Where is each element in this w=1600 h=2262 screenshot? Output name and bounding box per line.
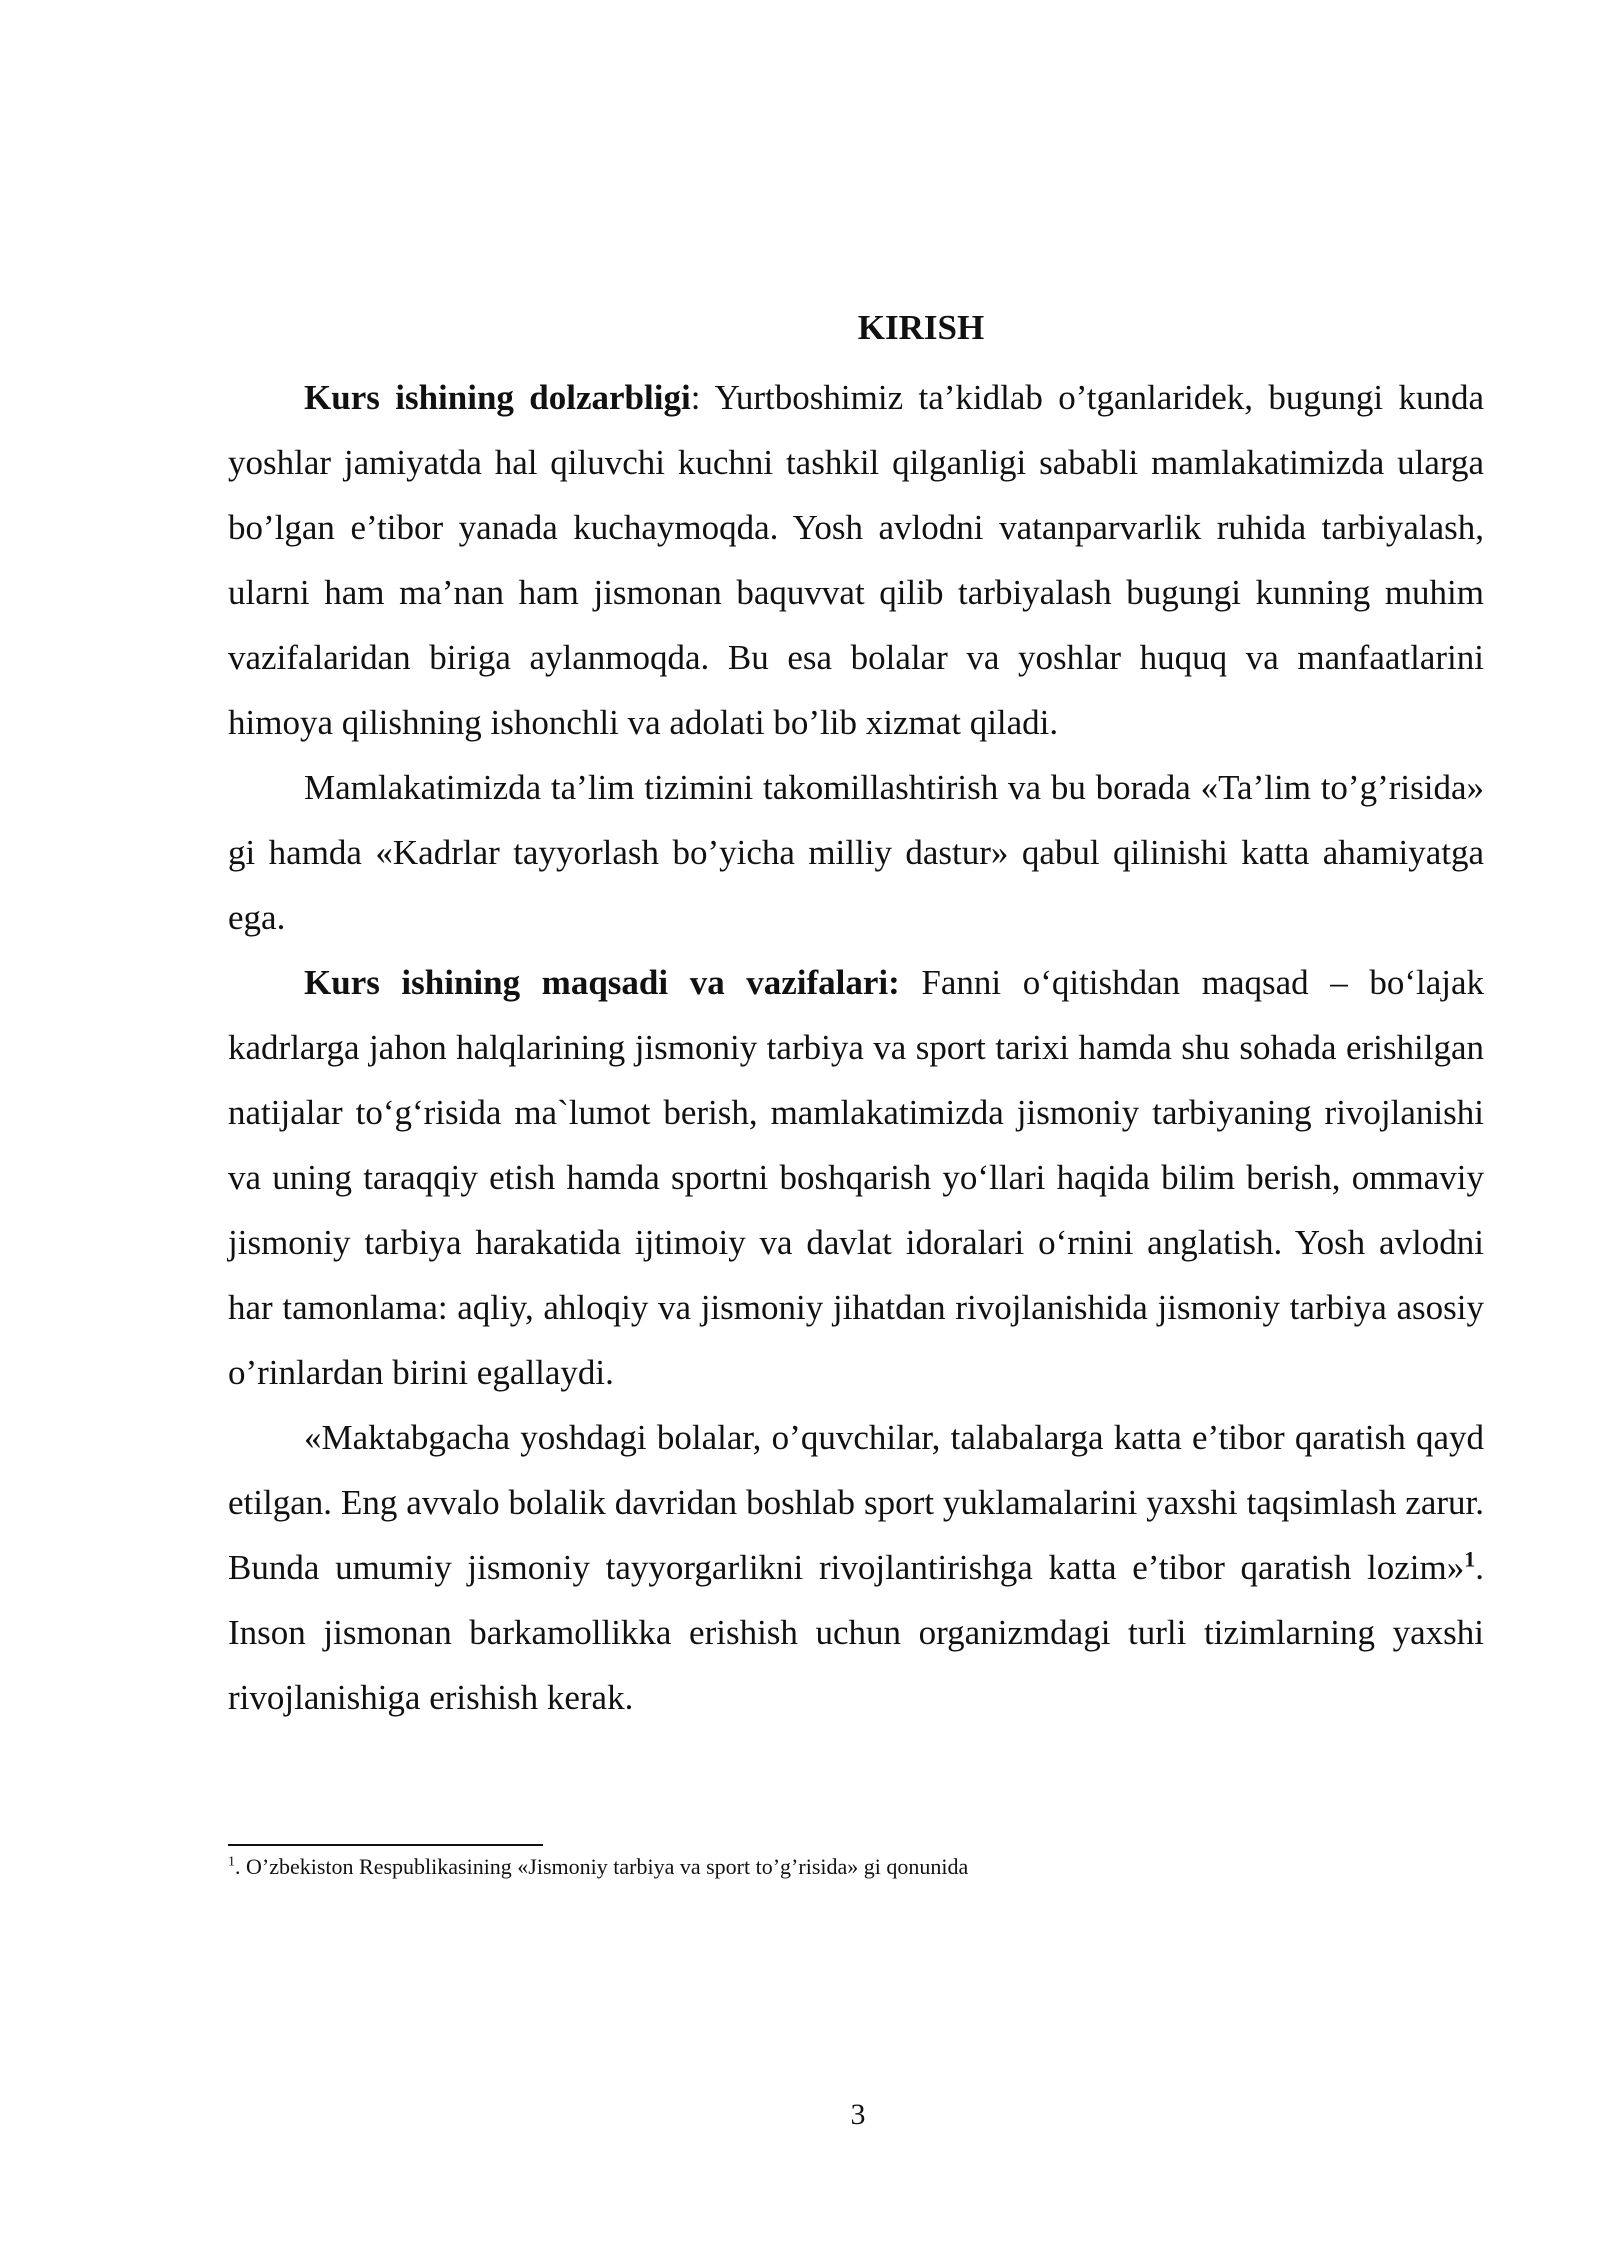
footnote <box>228 1852 1484 1882</box>
page-title: KIRISH <box>857 308 985 347</box>
paragraph-relevance <box>228 365 1484 755</box>
footnote-reference[interactable]: 1 <box>1464 1546 1476 1572</box>
paragraph-text: : Yurtboshimiz ta’kidlab o’tganlaridek, bugungi kunda yoshlar jamiyatda hal qiluvchi kuchni tashkil qilganligi sababli mamlakatimizda ularga bo’lgan e’tibor yanada kuchaymoqda. Yosh avlodni vatanparvarlik ruhida tarbiyalash, ularni ham ma’nan ham jismonan baquvvat qilib tarbiyalash bugungi kunning muhim vazifalaridan biriga aylanmoqda. Bu esa bolalar va yoshlar huquq va manfaatlarini himoya qilishning ishonchli va adolati bo’lib xizmat qiladi. <box>228 378 1485 742</box>
paragraph-lead: Kurs ishining maqsadi va vazifalari: <box>304 963 900 1002</box>
paragraph-text: Mamlakatimizda ta’lim tizimini takomillashtirish va bu borada «Ta’lim to’g’risida» gi hamda «Kadrlar tayyorlash bo’yicha milliy dastur» qabul qilinishi katta ahamiyatga ega. <box>228 768 1484 937</box>
paragraph-text: «Maktabgacha yoshdagi bolalar, o’quvchilar, talabalarga katta e’tibor qaratish qayd etilgan. Eng avvalo bolalik davridan boshlab sport yuklamalarini yaxshi taqsimlash zarur. Bunda umumiy jismoniy tayyorgarlikni rivojlantirishga katta e’tibor qaratish lozim» <box>228 1418 1484 1587</box>
footnote-marker: 1 <box>228 1854 235 1870</box>
paragraph-text: Fanni o‘qitishdan maqsad – bo‘lajak kadrlarga jahon halqlarining jismoniy tarbiya va sport tarixi hamda shu sohada erishilgan natijalar to‘g‘risida ma`lumot berish, mamlakatimizda jismoniy tarbiyaning rivojlanishi va uning taraqqiy etish hamda sportni boshqarish yo‘llari haqida bilim berish, ommaviy jismoniy tarbiya harakatida ijtimoiy va davlat idoralari o‘rnini anglatish. Yosh avlodni har tamonlama: aqliy, ahloqiy va jismoniy jihatdan rivojlanishida jismoniy tarbiya asosiy o’rinlardan birini egallaydi. <box>228 963 1484 1392</box>
paragraph-lead: Kurs ishining dolzarbligi <box>304 378 691 417</box>
footnote-text: . O’zbekiston Respublikasining «Jismoniy tarbiya va sport to’g’risida» gi qonunida <box>235 1854 969 1879</box>
body-text <box>228 365 1484 1730</box>
paragraph-text-after: . Inson jismonan barkamollikka erishish uchun organizmdagi turli tizimlarning yaxshi rivojlanishiga erishish kerak. <box>228 1548 1484 1717</box>
footnote-separator <box>228 1844 543 1846</box>
paragraph-education-system <box>228 755 1484 950</box>
paragraph-quote <box>228 1405 1484 1730</box>
paragraph-goals <box>228 950 1484 1405</box>
page-number: 3 <box>850 2098 866 2131</box>
